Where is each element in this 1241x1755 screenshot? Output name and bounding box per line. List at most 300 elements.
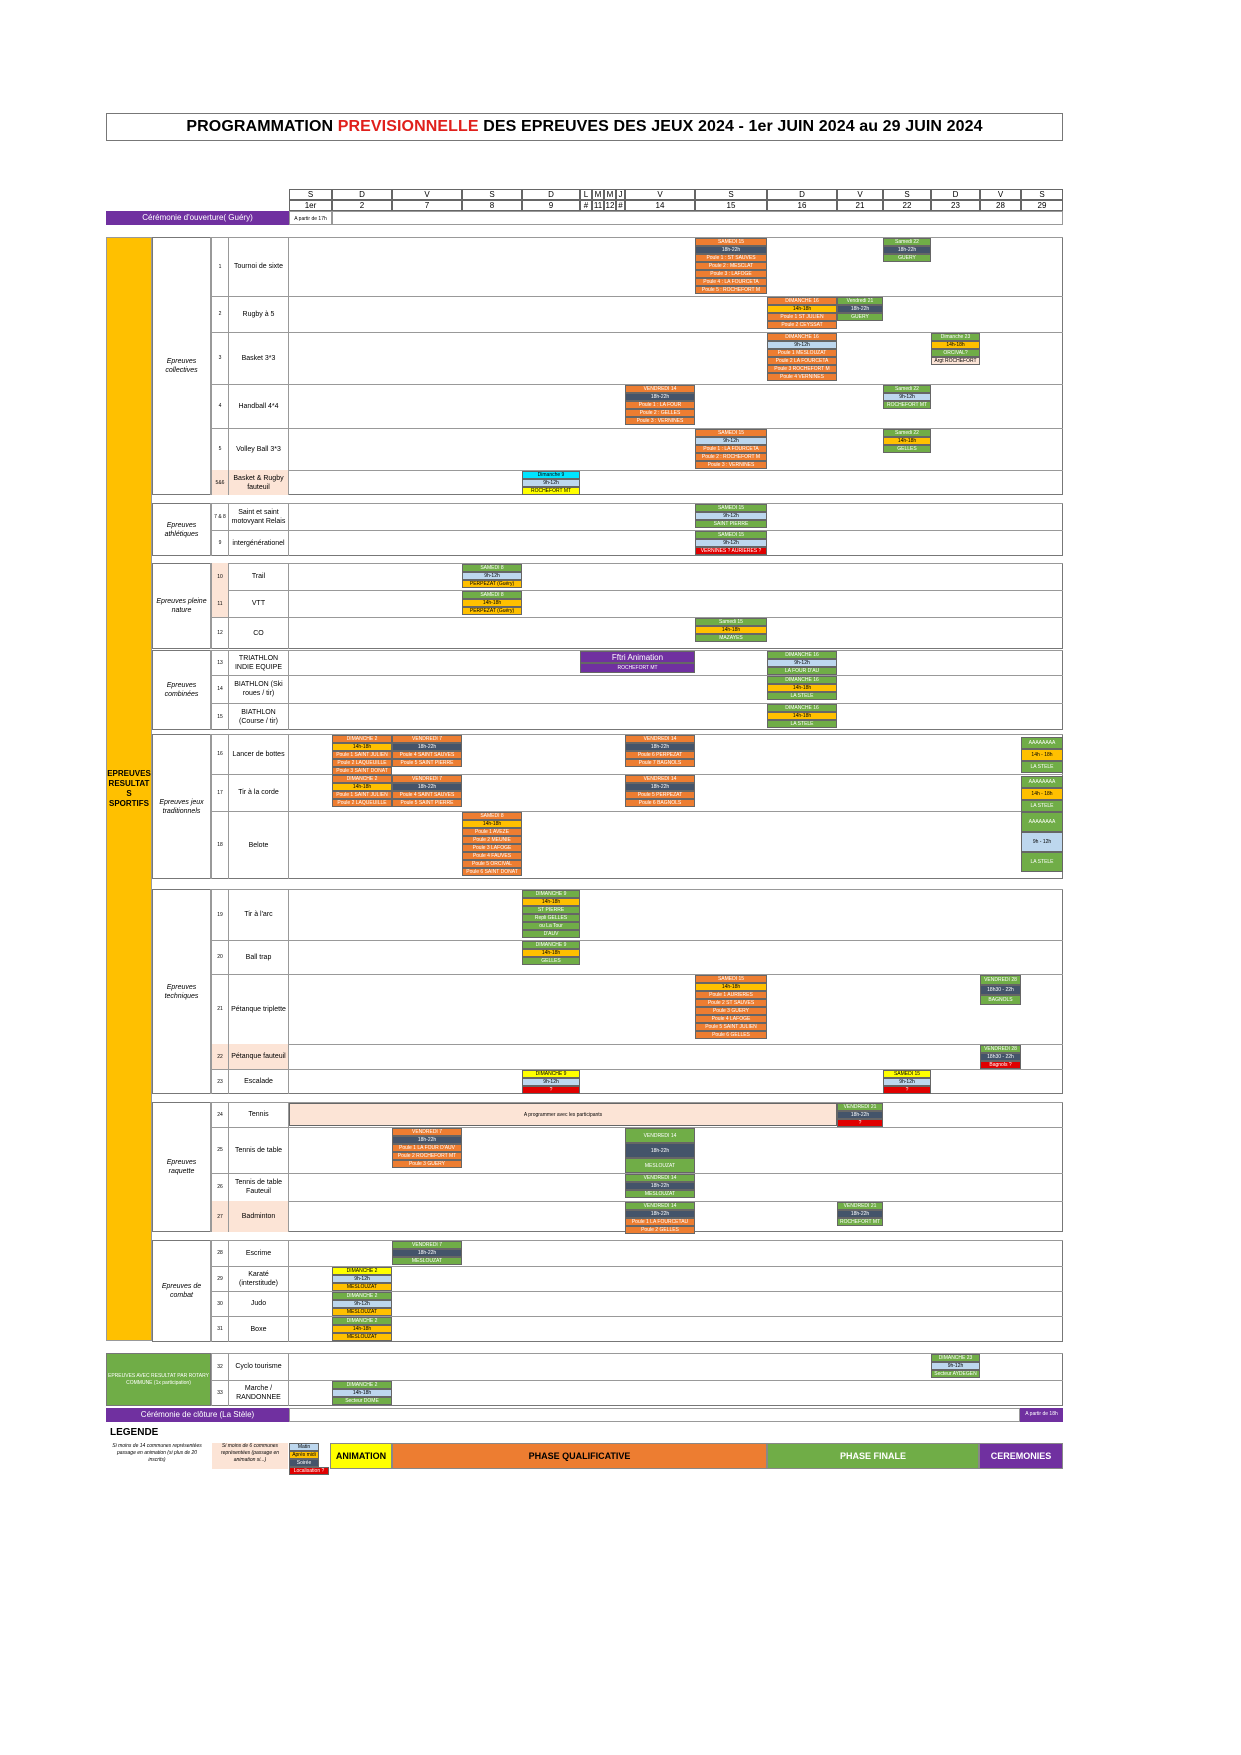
event-cell[interactable]: Samedi 22 <box>883 429 931 437</box>
event-cell[interactable]: 9h-12h <box>522 479 580 487</box>
row-number: 10 <box>211 563 229 590</box>
event-cell[interactable]: DIMANCHE 16 <box>767 297 837 305</box>
row-number: 29 <box>211 1266 229 1291</box>
event-cell[interactable]: Poule 6 BAGNOLS <box>625 799 695 807</box>
event-cell[interactable]: DIMANCHE 2 <box>332 1267 392 1275</box>
event-cell[interactable]: Poule 4 VERNINES <box>767 373 837 381</box>
event-cell[interactable]: Poule 3 : VERNINES <box>625 417 695 425</box>
row-event-name: Escalade <box>229 1069 289 1094</box>
event-cell[interactable]: DIMANCHE 9 <box>522 1070 580 1078</box>
row-divider <box>211 428 1063 429</box>
event-cell[interactable]: MESLOUZAT <box>625 1158 695 1173</box>
event-cell[interactable]: Poule 3 : LAFOGE <box>695 270 767 278</box>
legend-note-1: Si moins de 14 communes représentées passage en animation (si plus de 20 inscrits) <box>112 1443 202 1463</box>
row-event-name: Marche / RANDONNEE <box>229 1380 289 1406</box>
event-cell[interactable]: DIMANCHE 2 <box>332 1317 392 1325</box>
event-cell[interactable]: Repli GELLES <box>522 914 580 922</box>
event-cell[interactable]: 18h-22h <box>883 246 931 254</box>
event-cell[interactable]: SAMEDI 15 <box>695 504 767 512</box>
page-title: PROGRAMMATION PREVISIONNELLE DES EPREUVES DES JEUX 2024 - 1er JUIN 2024 au 29 JUIN 2024 <box>106 113 1063 141</box>
event-cell[interactable]: DIMANCHE 23 <box>931 1354 980 1362</box>
event-cell[interactable]: Poule 1 : ST SAUVES <box>695 254 767 262</box>
event-cell[interactable]: 9h-12h <box>931 1362 980 1370</box>
event-cell[interactable]: 14h-18h <box>695 983 767 991</box>
day-letter: J <box>616 189 625 200</box>
event-cell[interactable]: 14h-18h <box>332 1325 392 1333</box>
event-cell[interactable]: 18h-22h <box>625 1182 695 1190</box>
row-event-name: Pétanque fauteuil <box>229 1044 289 1069</box>
event-cell[interactable]: 18h-22h <box>625 783 695 791</box>
day-letter: M <box>604 189 616 200</box>
day-letter: D <box>522 189 580 200</box>
row-event-name: Tennis de table <box>229 1127 289 1173</box>
day-number: # <box>580 200 592 211</box>
event-cell[interactable]: 18h-22h <box>625 393 695 401</box>
event-cell[interactable]: 14h-18h <box>332 783 392 791</box>
group-label: Epreuves collectives <box>153 237 211 495</box>
event-cell[interactable]: MAZAYES <box>695 634 767 642</box>
event-cell[interactable]: ROCHEFORT MT <box>837 1218 883 1226</box>
event-cell[interactable]: ROCHEFORT MT <box>883 401 931 409</box>
day-letter: D <box>931 189 980 200</box>
row-event-name: Rugby à 5 <box>229 296 289 332</box>
event-cell[interactable]: PERPEZAT (Guéry) <box>462 607 522 615</box>
row-event-name: Tournoi de sixte <box>229 237 289 296</box>
row-number: 31 <box>211 1316 229 1342</box>
event-cell[interactable]: ou La Tour <box>522 922 580 930</box>
event-cell[interactable]: VENDREDI 21 <box>837 1202 883 1210</box>
event-cell[interactable]: VENDREDI 7 <box>392 775 462 783</box>
day-number: 21 <box>837 200 883 211</box>
event-cell[interactable]: VERNINES ? AURIERES ? <box>695 547 767 555</box>
row-number: 12 <box>211 617 229 649</box>
event-cell[interactable]: 18h-22h <box>625 1143 695 1158</box>
day-number: 16 <box>767 200 837 211</box>
day-number: 12 <box>605 201 615 210</box>
row-event-name: CO <box>229 617 289 649</box>
event-cell[interactable]: 14h-18h <box>332 743 392 751</box>
legend-finale: PHASE FINALE <box>767 1443 979 1469</box>
event-cell[interactable]: Poule 6 SAINT DONAT <box>462 868 522 876</box>
event-cell[interactable]: LA STELE <box>1021 761 1063 773</box>
day-number: 22 <box>883 200 931 211</box>
day-letter: V <box>837 189 883 200</box>
event-cell[interactable]: 9h-12h <box>522 1078 580 1086</box>
event-cell[interactable]: SAINT PIERRE <box>695 520 767 528</box>
event-cell[interactable]: Samedi 22 <box>883 385 931 393</box>
event-cell[interactable]: SAMEDI 15 <box>695 531 767 539</box>
row-number: 4 <box>211 384 229 428</box>
row-event-name: Judo <box>229 1291 289 1316</box>
row-event-name: Boxe <box>229 1316 289 1342</box>
event-cell[interactable]: 14h-18h <box>522 898 580 906</box>
ceremony-close-row <box>289 1408 1020 1422</box>
group-label: Epreuves combinées <box>153 650 211 730</box>
row-number: 5 <box>211 428 229 470</box>
event-cell[interactable]: DIMANCHE 16 <box>767 333 837 341</box>
ceremony-open-time: A partir de 17h <box>289 211 332 225</box>
row-number: 25 <box>211 1127 229 1173</box>
event-cell[interactable]: DIMANCHE 9 <box>522 941 580 949</box>
event-cell[interactable]: Poule 2 MEUNIE <box>462 836 522 844</box>
event-cell[interactable]: 14h-18h <box>883 437 931 445</box>
row-number: 18 <box>211 811 229 879</box>
event-cell[interactable]: Poule 5 SAINT PIERRE <box>392 799 462 807</box>
event-cell[interactable]: Poule 2 CEYSSAT <box>767 321 837 329</box>
event-cell[interactable]: DIMANCHE 16 <box>767 704 837 712</box>
legend-evening: Soirée <box>289 1459 319 1467</box>
event-cell[interactable]: 9h-12h <box>332 1275 392 1283</box>
row-divider <box>211 703 1063 704</box>
row-divider <box>211 530 1063 531</box>
event-cell[interactable]: 18h-22h <box>625 743 695 751</box>
row-number: 2 <box>211 296 229 332</box>
event-cell[interactable]: SAMEDI 8 <box>462 564 522 572</box>
row-divider <box>211 590 1063 591</box>
event-cell[interactable]: PERPEZAT (Guéry) <box>462 580 522 588</box>
event-cell[interactable]: Poule 3 GUERY <box>695 1007 767 1015</box>
legend-location: Localisation ? <box>289 1467 329 1475</box>
group-label: Epreuves jeux traditionnels <box>153 734 211 879</box>
event-cell[interactable]: 14h-18h <box>695 626 767 634</box>
event-cell[interactable]: Poule 5 SAINT PIERRE <box>392 759 462 767</box>
event-cell[interactable]: Poule 5 ORCIVAL <box>462 860 522 868</box>
row-number: 24 <box>211 1102 229 1127</box>
legend-afternoon: Après midi <box>289 1451 319 1459</box>
event-cell[interactable]: LA STELE <box>1021 852 1063 872</box>
row-number: 21 <box>211 974 229 1044</box>
event-cell[interactable]: 9h-12h <box>883 393 931 401</box>
event-cell[interactable]: Poule 7 BAGNOLS <box>625 759 695 767</box>
event-cell[interactable]: 18h30 - 22h <box>980 985 1021 995</box>
event-cell[interactable]: ? <box>883 1086 931 1094</box>
row-event-name: Lancer de bottes <box>229 734 289 774</box>
event-cell[interactable]: Poule 1 LA FOUR D'AUV <box>392 1144 462 1152</box>
event-cell[interactable]: SAMEDI 15 <box>695 238 767 246</box>
event-cell[interactable]: 14h - 18h <box>1021 788 1063 800</box>
event-cell[interactable]: Fftri Animation <box>580 651 695 663</box>
group-label: EPREUVES AVEC RESULTAT PAR ROTARY COMMUNE (1x participation) <box>106 1353 211 1406</box>
event-cell[interactable]: Poule 3 ROCHEFORT M <box>767 365 837 373</box>
day-letter: V <box>980 189 1021 200</box>
day-letter: S <box>1021 189 1063 200</box>
event-cell[interactable]: Bagnols ? <box>980 1061 1021 1069</box>
event-cell[interactable]: Samedi 22 <box>883 238 931 246</box>
event-cell[interactable]: ST PIERRE <box>522 906 580 914</box>
legend-title: LEGENDE <box>110 1427 159 1438</box>
event-cell[interactable]: SAMEDI 15 <box>695 429 767 437</box>
event-cell[interactable]: ROCHEFORT MT <box>580 663 695 673</box>
event-cell[interactable]: Poule 3 SAINT DONAT <box>332 767 392 775</box>
event-cell[interactable]: MESLOUZAT <box>392 1257 462 1265</box>
event-cell[interactable]: VENDREDI 14 <box>625 735 695 743</box>
row-divider <box>211 675 1063 676</box>
legend-morning: Matin <box>289 1443 319 1451</box>
event-cell[interactable]: 9h-12h <box>767 659 837 667</box>
day-letter: L <box>580 189 592 200</box>
event-cell[interactable]: VENDREDI 7 <box>392 1128 462 1136</box>
event-cell[interactable]: 18h-22h <box>625 1210 695 1218</box>
event-cell[interactable]: 14h-18h <box>462 599 522 607</box>
event-cell[interactable]: VENDREDI 14 <box>625 1128 695 1143</box>
event-cell[interactable]: Poule 2 LA FOURCETA <box>767 357 837 365</box>
row-event-name: Tir à l'arc <box>229 889 289 940</box>
event-cell[interactable]: Dimanche 9 <box>522 471 580 479</box>
event-cell[interactable]: ROCHEFORT MT <box>522 487 580 495</box>
day-letter: D <box>332 189 392 200</box>
event-cell[interactable]: 14h-18h <box>462 820 522 828</box>
event-cell[interactable]: DIMANCHE 9 <box>522 890 580 898</box>
event-cell[interactable]: ? <box>837 1119 883 1127</box>
event-cell[interactable]: AAAAAAAA <box>1021 812 1063 832</box>
row-divider <box>211 563 1063 564</box>
event-cell[interactable]: 18h-22h <box>392 743 462 751</box>
event-cell[interactable]: Poule 2 ST SAUVES <box>695 999 767 1007</box>
event-cell[interactable]: 18h-22h <box>837 1210 883 1218</box>
day-number: 29 <box>1021 200 1063 211</box>
event-cell[interactable]: Samedi 15 <box>695 618 767 626</box>
row-divider <box>211 940 1063 941</box>
event-cell[interactable]: Poule 4 SAINT SAUVES <box>392 791 462 799</box>
event-cell[interactable]: LA FOUR D'AU <box>767 667 837 675</box>
row-event-name: Belote <box>229 811 289 879</box>
row-number: 17 <box>211 774 229 811</box>
event-cell[interactable]: DIMANCHE 16 <box>767 651 837 659</box>
row-divider <box>211 470 1063 471</box>
legend-animation: ANIMATION <box>330 1443 392 1469</box>
row-event-name: BIATHLON (Course / tir) <box>229 703 289 730</box>
event-cell[interactable]: Poule 1 : LA FOURCETA <box>695 445 767 453</box>
event-cell[interactable]: Poule 3 : VERNINES <box>695 461 767 469</box>
event-cell[interactable]: DIMANCHE 16 <box>767 676 837 684</box>
event-cell[interactable]: GELLES <box>522 957 580 965</box>
event-cell[interactable]: AAAAAAAA <box>1021 776 1063 788</box>
event-cell[interactable]: GUERY <box>883 254 931 262</box>
event-cell[interactable]: Poule 5 PERPEZAT <box>625 791 695 799</box>
day-number: 28 <box>980 200 1021 211</box>
event-cell[interactable]: DIMANCHE 2 <box>332 1381 392 1389</box>
row-divider <box>211 617 1063 618</box>
event-cell[interactable]: 14h-18h <box>767 712 837 720</box>
event-cell[interactable]: VENDREDI 7 <box>392 1241 462 1249</box>
event-cell[interactable]: Poule 6 PERPEZAT <box>625 751 695 759</box>
event-cell[interactable]: Poule 1 MESLOUZAT <box>767 349 837 357</box>
row-number: 32 <box>211 1353 229 1380</box>
event-cell[interactable]: VENDREDI 7 <box>392 735 462 743</box>
event-cell[interactable]: DIMANCHE 2 <box>332 775 392 783</box>
event-cell[interactable]: Secteur DOME <box>332 1397 392 1405</box>
event-cell[interactable]: D'AUV <box>522 930 580 938</box>
event-cell[interactable]: Poule 2 : GELLES <box>625 409 695 417</box>
row-event-name: Tir à la corde <box>229 774 289 811</box>
event-cell[interactable]: LA STELE <box>1021 800 1063 812</box>
event-cell[interactable]: 14h-18h <box>332 1389 392 1397</box>
event-cell[interactable]: Poule 1 LA FOURCETAU <box>625 1218 695 1226</box>
event-cell[interactable]: 9h-12h <box>695 512 767 520</box>
day-letter: S <box>883 189 931 200</box>
event-cell[interactable]: Poule 1 SAINT JULIEN <box>332 791 392 799</box>
event-cell[interactable]: Poule 5 SAINT JULIEN <box>695 1023 767 1031</box>
event-cell[interactable]: 9h-12h <box>767 341 837 349</box>
row-divider <box>211 296 1063 297</box>
event-cell[interactable]: MESLOUZAT <box>625 1190 695 1198</box>
event-cell[interactable]: 14h-18h <box>931 341 980 349</box>
row-event-name: Handball 4*4 <box>229 384 289 428</box>
day-number: 14 <box>625 200 695 211</box>
event-cell[interactable]: MESLOUZAT <box>332 1333 392 1341</box>
event-cell[interactable]: VENDREDI 28 <box>980 975 1021 985</box>
row-event-name: Saint et saint motovyant Relais <box>229 503 289 530</box>
row-number: 7 & 8 <box>211 503 229 530</box>
day-letter: D <box>767 189 837 200</box>
day-letter: S <box>462 189 522 200</box>
event-cell[interactable]: Poule 4 : LA FOURCETA <box>695 278 767 286</box>
event-cell[interactable]: LA STELE <box>767 692 837 700</box>
event-cell[interactable]: 14h-18h <box>522 949 580 957</box>
day-number: 2 <box>332 200 392 211</box>
event-cell[interactable]: VENDREDI 21 <box>837 1103 883 1111</box>
row-divider <box>211 1069 1063 1070</box>
event-cell[interactable]: Poule 5 : ROCHEFORT M <box>695 286 767 294</box>
event-cell[interactable]: Poule 1 AVEZE <box>462 828 522 836</box>
row-event-name: BIATHLON (Ski roues / tir) <box>229 675 289 703</box>
row-number: 22 <box>211 1044 229 1069</box>
row-divider <box>211 1044 1063 1045</box>
group-label: Epreuves techniques <box>153 889 211 1094</box>
event-cell[interactable]: 18h-22h <box>837 305 883 313</box>
row-event-name: VTT <box>229 590 289 617</box>
event-cell[interactable]: Vendredi 21 <box>837 297 883 305</box>
legend-note-2: Si moins de 6 communes représentées (passage en animation si...) <box>212 1443 288 1469</box>
event-cell[interactable]: VENDREDI 28 <box>980 1045 1021 1053</box>
event-cell[interactable]: VENDREDI 14 <box>625 1174 695 1182</box>
row-event-name: Pétanque triplette <box>229 974 289 1044</box>
row-number: 5&6 <box>211 470 229 495</box>
event-cell[interactable]: VENDREDI 14 <box>625 385 695 393</box>
side-label: EPREUVES RESULTAT S SPORTIFS <box>106 237 152 1341</box>
day-number: 1er <box>289 200 332 211</box>
event-cell[interactable]: SAMEDI 15 <box>695 975 767 983</box>
event-cell[interactable]: 14h-18h <box>767 684 837 692</box>
event-cell[interactable]: BAGNOLS <box>980 995 1021 1005</box>
event-cell[interactable]: Poule 1 : LA FOUR <box>625 401 695 409</box>
event-cell[interactable]: 14h-18h <box>767 305 837 313</box>
day-letter: S <box>695 189 767 200</box>
event-cell[interactable]: 9h-12h <box>695 539 767 547</box>
event-cell[interactable]: ORCIVAL? <box>931 349 980 357</box>
event-cell[interactable]: Poule 3 LAFOGE <box>462 844 522 852</box>
event-cell[interactable]: 9h-12h <box>462 572 522 580</box>
day-letter: M <box>592 189 604 200</box>
event-cell[interactable]: AAAAAAAA <box>1021 737 1063 749</box>
row-number: 11 <box>211 590 229 617</box>
event-cell[interactable]: Poule 2 ROCHEFORT MT <box>392 1152 462 1160</box>
event-cell[interactable]: Poule 1 ST JULIEN <box>767 313 837 321</box>
day-number: # <box>616 200 625 211</box>
row-number: 9 <box>211 530 229 556</box>
event-cell[interactable]: GUERY <box>837 313 883 321</box>
event-cell[interactable]: LA STELE <box>767 720 837 728</box>
row-number: 30 <box>211 1291 229 1316</box>
event-cell[interactable]: 9h-12h <box>883 1078 931 1086</box>
legend-ceremonies: CEREMONIES <box>979 1443 1063 1469</box>
row-number: 15 <box>211 703 229 730</box>
row-divider <box>211 974 1063 975</box>
ceremony-close-time: A partir de 18h <box>1020 1408 1063 1422</box>
event-cell[interactable]: 9h-12h <box>695 437 767 445</box>
event-cell[interactable]: 18h-22h <box>392 1136 462 1144</box>
event-cell[interactable]: SAMEDI 8 <box>462 591 522 599</box>
row-event-name: Basket 3*3 <box>229 332 289 384</box>
event-cell[interactable]: ? <box>522 1086 580 1094</box>
row-divider <box>211 237 1063 238</box>
event-cell[interactable]: VENDREDI 14 <box>625 775 695 783</box>
ceremony-close-label: Cérémonie de clôture (La Stèle) <box>106 1408 289 1422</box>
event-cell[interactable]: GELLES <box>883 445 931 453</box>
row-event-name: Badminton <box>229 1201 289 1232</box>
row-event-name: Ball trap <box>229 940 289 974</box>
event-cell[interactable]: Poule 2 : ROCHEFORT M <box>695 453 767 461</box>
event-cell[interactable]: Poule 2 GELLES <box>625 1226 695 1234</box>
row-number: 23 <box>211 1069 229 1094</box>
event-cell[interactable]: 18h-22h <box>392 1249 462 1257</box>
group-label: Epreuves athlétiques <box>153 503 211 556</box>
row-event-name: Escrime <box>229 1240 289 1266</box>
event-cell[interactable]: Secteur AYDEGEN <box>931 1370 980 1378</box>
event-cell[interactable]: 9h - 12h <box>1021 832 1063 852</box>
event-cell[interactable]: 18h-22h <box>695 246 767 254</box>
row-number: 13 <box>211 650 229 675</box>
row-divider <box>211 811 1063 812</box>
event-cell[interactable]: Poule 3 GUERY <box>392 1160 462 1168</box>
event-cell[interactable]: Poule 4 FAUVES <box>462 852 522 860</box>
event-cell[interactable]: 18h-22h <box>392 783 462 791</box>
event-cell[interactable]: Poule 1 AURIERES <box>695 991 767 999</box>
title-highlight: PREVISIONNELLE <box>337 118 479 135</box>
event-cell[interactable]: 18h-22h <box>837 1111 883 1119</box>
event-cell[interactable]: DIMANCHE 2 <box>332 735 392 743</box>
row-divider <box>211 889 1063 890</box>
event-cell[interactable]: Poule 6 GELLES <box>695 1031 767 1039</box>
event-cell[interactable]: Poule 2 : MESCLAT <box>695 262 767 270</box>
event-cell[interactable]: Argt ROCHEFORT <box>931 357 980 365</box>
legend-qualif: PHASE QUALIFICATIVE <box>392 1443 767 1469</box>
event-cell[interactable]: Poule 4 SAINT SAUVES <box>392 751 462 759</box>
row-divider <box>211 503 1063 504</box>
event-cell[interactable]: Poule 4 LAFOGE <box>695 1015 767 1023</box>
event-cell[interactable]: 9h-12h <box>332 1300 392 1308</box>
event-cell[interactable]: SAMEDI 15 <box>883 1070 931 1078</box>
ceremony-open-label: Cérémonie d'ouverture( Guéry) <box>106 211 289 225</box>
event-cell[interactable]: SAMEDI 8 <box>462 812 522 820</box>
event-cell[interactable]: 14h - 18h <box>1021 749 1063 761</box>
event-cell[interactable]: A programmer avec les participants <box>289 1103 837 1126</box>
row-number: 27 <box>211 1201 229 1232</box>
event-cell[interactable]: Dimanche 23 <box>931 333 980 341</box>
event-cell[interactable]: Poule 2 LAQUEUILLE <box>332 799 392 807</box>
row-divider <box>211 1240 1063 1241</box>
day-number: 15 <box>695 200 767 211</box>
event-cell[interactable]: Poule 1 SAINT JULIEN <box>332 751 392 759</box>
row-number: 1 <box>211 237 229 296</box>
event-cell[interactable]: Poule 2 LAQUEUILLE <box>332 759 392 767</box>
group-label: Epreuves pleine nature <box>153 563 211 649</box>
event-cell[interactable]: MESLOUZAT <box>332 1283 392 1291</box>
event-cell[interactable]: 18h30 - 22h <box>980 1053 1021 1061</box>
event-cell[interactable]: VENDREDI 14 <box>625 1202 695 1210</box>
event-cell[interactable]: MESLOUZAT <box>332 1308 392 1316</box>
event-cell[interactable]: DIMANCHE 2 <box>332 1292 392 1300</box>
